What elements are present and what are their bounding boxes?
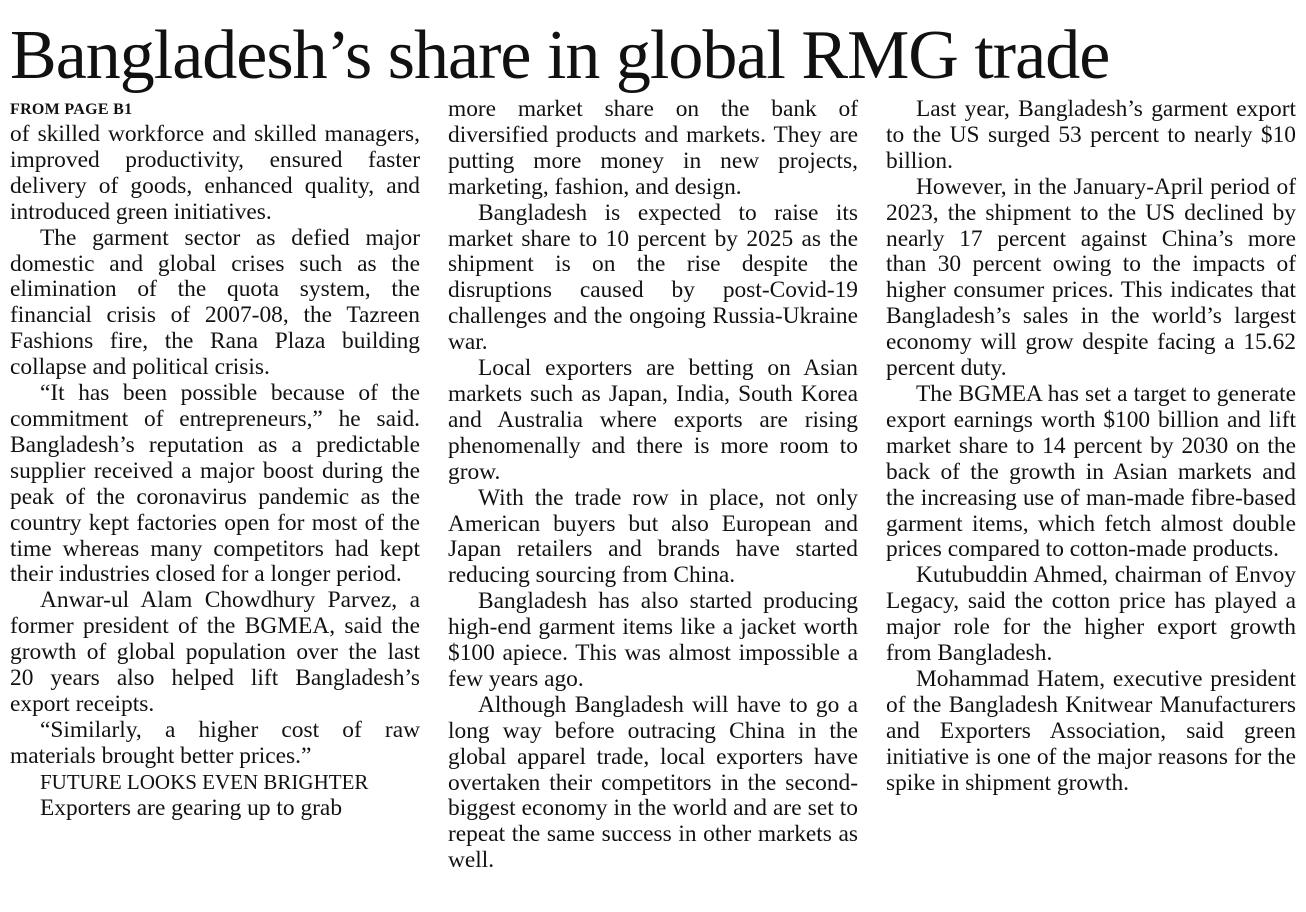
paragraph: Mohammad Hatem, executive president of the Bangladesh Knitwear Manufacturers and Exporters Association, said green initiative is one of the major reasons for the spike in shipment growth. (886, 665, 1296, 796)
paragraph: more market share on the bank of diversified products and markets. They are putting more money in new projects, marketing, fashion, and design. (448, 96, 858, 200)
paragraph: Anwar-ul Alam Chowdhury Parvez, a former president of the BGMEA, said the growth of global population over the last 20 years also helped lift Bangladesh’s export receipts. (10, 587, 420, 717)
paragraph: With the trade row in place, not only American buyers but also European and Japan retailers and brands have started reducing sourcing from China. (448, 484, 858, 589)
paragraph: Local exporters are betting on Asian markets such as Japan, India, South Korea and Australia where exports are rising phenomenally and there is more room to grow. (448, 355, 858, 485)
paragraph: Exporters are gearing up to grab (40, 794, 343, 821)
paragraph: of skilled workforce and skilled managers, improved productivity, ensured faster delivery of goods, enhanced quality, and introduced green initiatives. (10, 121, 420, 225)
paragraph: Bangladesh has also started producing high-end garment items like a jacket worth $100 apiece. This was almost impossible a few years ago. (448, 588, 858, 692)
subheading: FUTURE LOOKS EVEN BRIGHTER (40, 769, 369, 794)
paragraph: However, in the January-April period of 2023, the shipment to the US declined by nearly 17 percent against China’s more than 30 percent owing to the impacts of higher consumer prices. This indicates that Bangladesh’s sales in the world’s largest economy will grow despite facing a 15.62 percent duty. (886, 173, 1296, 382)
headline: Bangladesh’s share in global RMG trade (10, 17, 1110, 94)
article-column-3 (886, 97, 1296, 796)
paragraph: “It has been possible because of the commitment of entrepreneurs,” he said. Bangladesh’s reputation as a predictable supplier received a major boost during the peak of the coronavirus pandemic as the country kept factories open for most of the time whereas many competitors had kept their industries closed for a longer period. (10, 380, 420, 588)
paragraph: Kutubuddin Ahmed, chairman of Envoy Legacy, said the cotton price has played a major role for the higher export growth from Bangladesh. (886, 562, 1296, 667)
paragraph: Although Bangladesh will have to go a long way before outracing China in the global apparel trade, local exporters have overtaken their competitors in the second-biggest economy in the world and are set to repeat the same success in other markets as well. (448, 691, 858, 874)
paragraph: “Similarly, a higher cost of raw materials brought better prices.” (10, 716, 420, 769)
article-column-1 (10, 97, 420, 821)
article-column-2 (448, 97, 858, 874)
paragraph: Last year, Bangladesh’s garment export to the US surged 53 percent to nearly $10 billion. (886, 96, 1296, 174)
paragraph: Bangladesh is expected to raise its market share to 10 percent by 2025 as the shipment is on the rise despite the disruptions caused by post-Covid-19 challenges and the ongoing Russia-Ukraine war. (448, 199, 858, 356)
jump-line: FROM PAGE B1 (10, 101, 133, 118)
paragraph: The BGMEA has set a target to generate export earnings worth $100 billion and lift market share to 14 percent by 2030 on the back of the growth in Asian markets and the increasing use of man-made fibre-based garment items, which fetch almost double prices compared to cotton-made products. (886, 380, 1296, 563)
paragraph: The garment sector as defied major domestic and global crises such as the elimination of the quota system, the financial crisis of 2007-08, the Tazreen Fashions fire, the Rana Plaza building collapse and political crisis. (10, 224, 420, 381)
